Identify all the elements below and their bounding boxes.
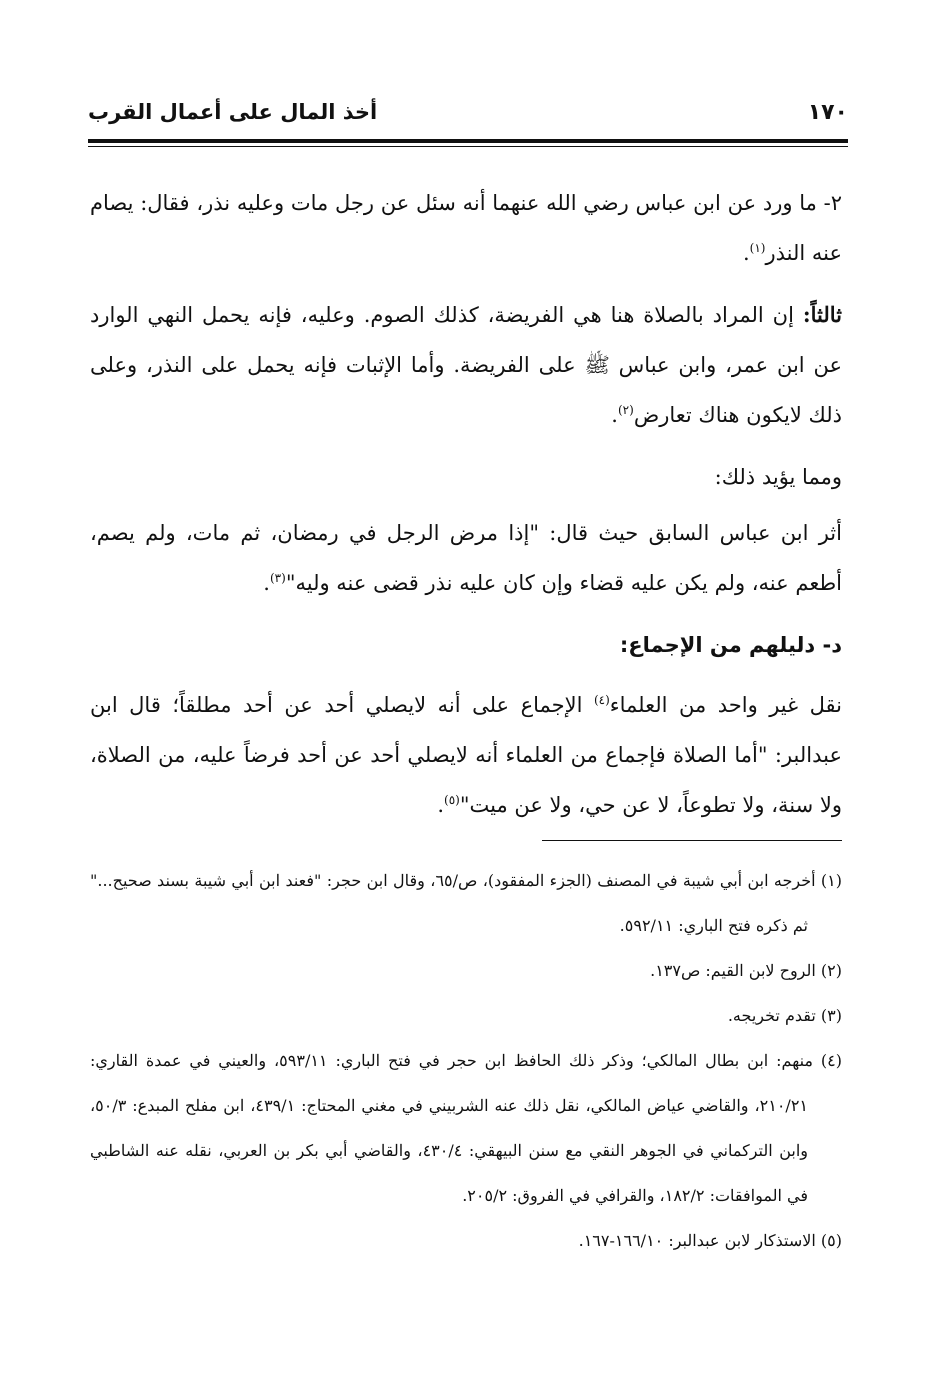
header-rule-thin	[88, 146, 848, 147]
footnote-2: (٢) الروح لابن القيم: ص١٣٧.	[650, 961, 842, 980]
running-title: أخذ المال على أعمال القرب	[88, 100, 378, 124]
footnotes	[90, 858, 842, 1263]
footnote-separator	[542, 840, 842, 841]
paragraph-5-text-a: نقل غير واحد من العلماء	[609, 693, 842, 717]
main-text	[90, 178, 842, 842]
paragraph-2: ثالثاً: إن المراد بالصلاة هنا هي الفريضة، كذلك الصوم. وعليه، فإنه يحمل النهي الوارد عن ابن عمر، وابن عباس ﷺ على الفريضة. وأما الإثبات فإنه يحمل على النذر، وعلى ذلك لايكون هناك تعارض$^{(٢)}$.	[90, 302, 842, 427]
running-header	[88, 100, 848, 134]
paragraph-1: ٢- ما ورد عن ابن عباس رضي الله عنهما أنه سئل عن رجل مات وعليه نذر، فقال: يصام عنه النذر$^{(١)}$.	[90, 191, 842, 265]
paragraph-2-text: إن المراد بالصلاة هنا هي الفريضة، كذلك الصوم. وعليه، فإنه يحمل النهي الوارد عن ابن عمر، وابن عباس ﷺ على الفريضة. وأما الإثبات فإنه يحمل على النذر، وعلى ذلك لايكون هناك تعارض	[90, 303, 842, 427]
footnote-ref-2: (٢)	[617, 403, 634, 417]
paragraph-5: نقل غير واحد من العلماء$^{(٤)}$ الإجماع على أنه لايصلي أحد عن أحد مطلقاً؛ قال ابن عبدالبر: "أما الصلاة فإجماع من العلماء أنه لايصلي أحد عن أحد فرضاً عليه، من الصلاة، ولا سنة، ولا تطوعاً، لا عن حي، ولا عن ميت"$^{(٥)}$.	[90, 693, 842, 817]
paragraph-5-text-b: الإجماع على أنه لايصلي أحد عن أحد مطلقاً؛ قال ابن عبدالبر: "أما الصلاة فإجماع من العلماء أنه لايصلي أحد عن أحد فرضاً عليه، من الصلاة، ولا سنة، ولا تطوعاً، لا عن حي، ولا عن ميت"	[90, 693, 842, 817]
paragraph-3-text: ومما يؤيد ذلك:	[714, 465, 842, 489]
footnote-ref-1: (١)	[749, 241, 766, 255]
paragraph-3	[90, 452, 842, 502]
page-number: ١٧٠	[807, 100, 848, 125]
footnote-ref-5: (٥)	[444, 793, 460, 807]
footnote-5: (٥) الاستذكار لابن عبدالبر: ١٦٦/١٠-١٦٧.	[578, 1231, 842, 1250]
footnote-ref-3: (٣)	[269, 571, 286, 585]
footnote-1: (١) أخرجه ابن أبي شيبة في المصنف (الجزء المفقود)، ص/٦٥، وقال ابن حجر: "فعند ابن أبي شيبة بسند صحيح..." ثم ذكره فتح الباري: ٥٩٢/١١.	[90, 871, 843, 935]
footnote-4: (٤) منهم: ابن بطال المالكي؛ وذكر ذلك الحافظ ابن حجر في فتح الباري: ٥٩٣/١١، والعيني في عمدة القاري: ٢١٠/٢١، والقاضي عياض المالكي، نقل ذلك عنه الشربيني في مغني المحتاج: ٤٣٩/١، ابن مفلح المبدع: ٥٠/٣، وابن التركماني في الجوهر النقي مع سنن البيهقي: ٤٣٠/٤، والقاضي أبي بكر بن العربي، نقله عنه الشاطبي في الموافقات: ١٨٢/٢، والقرافي في الفروق: ٢٠٥/٢.	[90, 1051, 843, 1205]
header-rule-thick	[88, 139, 848, 143]
paragraph-2-lead: ثالثاً:	[802, 302, 842, 327]
paragraph-1-text: ٢- ما ورد عن ابن عباس رضي الله عنهما أنه سئل عن رجل مات وعليه نذر، فقال: يصام عنه النذر	[90, 191, 842, 265]
paragraph-4: أثر ابن عباس السابق حيث قال: "إذا مرض الرجل في رمضان، ثم مات، ولم يصم، أطعم عنه، ولم يكن عليه قضاء وإن كان عليه نذر قضى عنه وليه"$^{(٣)}$.	[90, 521, 842, 595]
section-heading: د- دليلهم من الإجماع:	[619, 633, 842, 657]
paragraph-4-text: أثر ابن عباس السابق حيث قال: "إذا مرض الرجل في رمضان، ثم مات، ولم يصم، أطعم عنه، ولم يكن عليه قضاء وإن كان عليه نذر قضى عنه وليه"	[90, 521, 842, 595]
footnote-ref-4: (٤)	[593, 693, 610, 707]
footnote-3: (٣) تقدم تخريجه.	[727, 1006, 842, 1025]
